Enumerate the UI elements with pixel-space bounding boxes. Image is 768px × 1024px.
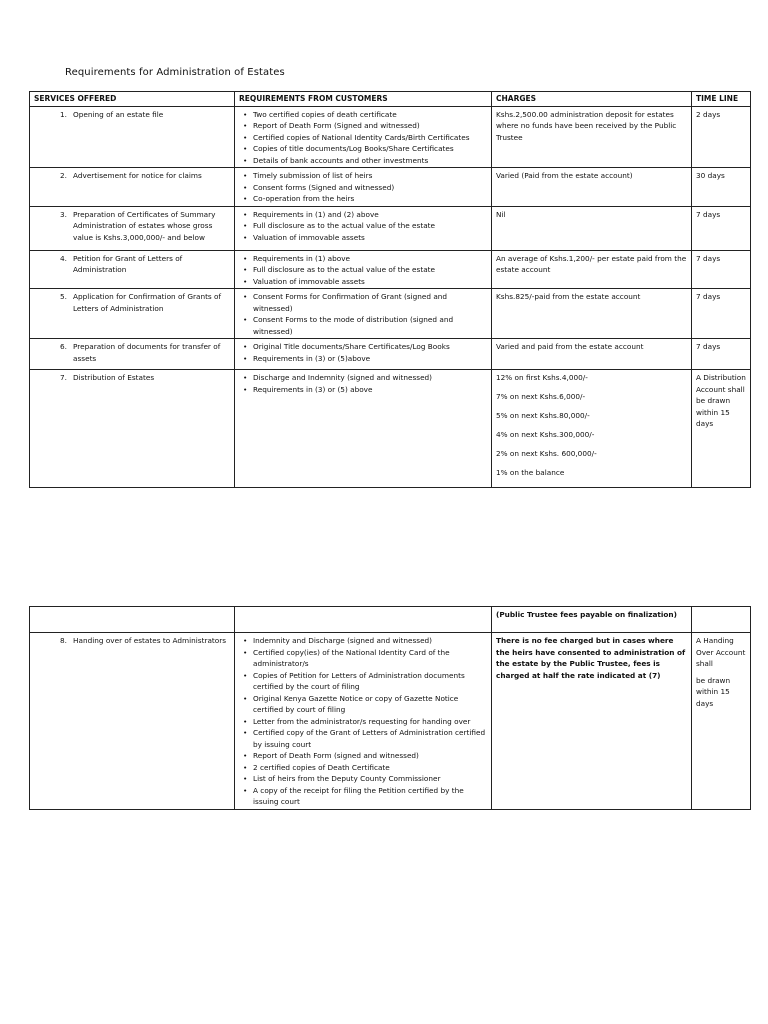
requirement-item: • Original Title documents/Share Certificates/Log Books	[253, 341, 487, 353]
requirements-cell	[235, 250, 492, 289]
header-requirements: REQUIREMENTS FROM CUSTOMERS	[235, 92, 492, 107]
timeline-cell	[692, 633, 751, 810]
charges-cell: There is no fee charged but in cases where the heirs have consented to administration of the estate by the Public Trustee, fees is charged at half the rate indicated at (7)	[492, 633, 692, 810]
handover-table	[29, 606, 751, 810]
header-charges: CHARGES	[492, 92, 692, 107]
service-number: 7.	[60, 373, 67, 382]
charge-rate: 2% on next Kshs. 600,000/-	[496, 449, 597, 458]
requirement-item: • A copy of the receipt for filing the Petition certified by the issuing court	[253, 785, 487, 808]
timeline-cell: 7 days	[692, 289, 751, 339]
service-name: Preparation of documents for transfer of assets	[73, 342, 221, 363]
requirement-item: • Certified copies of National Identity Cards/Birth Certificates	[253, 132, 487, 144]
charges-cell: An average of Kshs.1,200/- per estate paid from the estate account	[492, 250, 692, 289]
service-name: Distribution of Estates	[73, 373, 155, 382]
requirement-item: • Requirements in (1) and (2) above	[253, 209, 487, 221]
service-cell	[30, 289, 235, 339]
requirement-item: • Report of Death Form (signed and witnessed)	[253, 750, 487, 762]
services-table	[29, 91, 751, 488]
table-note-row	[30, 607, 751, 633]
service-name: Preparation of Certificates of Summary Administration of estates whose gross value is Kshs.3,000,000/- and below	[73, 209, 216, 242]
requirement-item: • Certified copy of the Grant of Letters of Administration certified by issuing court	[253, 727, 487, 750]
fees-note: (Public Trustee fees payable on finalization)	[492, 607, 692, 633]
service-name: Application for Confirmation of Grants of Letters of Administration	[73, 292, 222, 313]
table-row	[30, 633, 751, 810]
requirement-item: • Full disclosure as to the actual value of the estate	[253, 220, 487, 232]
requirement-item: • Consent forms (Signed and witnessed)	[253, 182, 487, 194]
table-row	[30, 106, 751, 168]
requirement-item: • List of heirs from the Deputy County Commissioner	[253, 773, 487, 785]
charges-cell: Kshs.2,500.00 administration deposit for estates where no funds have been received by the Public Trustee	[492, 106, 692, 168]
service-number: 1.	[60, 109, 67, 119]
charges-cell: Nil	[492, 206, 692, 250]
requirement-item: • Letter from the administrator/s requesting for handing over	[253, 716, 487, 728]
requirement-item: • Valuation of immovable assets	[253, 276, 487, 288]
charges-cell: Kshs.825/-paid from the estate account	[492, 289, 692, 339]
header-timeline: TIME LINE	[692, 92, 751, 107]
service-name: Petition for Grant of Letters of Administration	[73, 253, 183, 274]
requirement-item: • 2 certified copies of Death Certificate	[253, 762, 487, 774]
service-cell	[30, 206, 235, 250]
requirement-item: • Co-operation from the heirs	[253, 193, 487, 205]
requirement-item: • Two certified copies of death certificate	[253, 109, 487, 121]
service-number: 2.	[60, 171, 67, 180]
requirement-item: • Consent Forms for Confirmation of Grant (signed and witnessed)	[253, 291, 487, 314]
requirements-cell	[235, 633, 492, 810]
table-row	[30, 168, 751, 207]
requirements-cell	[235, 339, 492, 370]
requirement-item: • Requirements in (1) above	[253, 253, 487, 265]
empty-cell	[692, 607, 751, 633]
charges-cell: Varied (Paid from the estate account)	[492, 168, 692, 207]
timeline-text-2: be drawn within 15 days	[696, 675, 731, 708]
requirement-item: • Details of bank accounts and other investments	[253, 155, 487, 167]
requirement-item: • Valuation of immovable assets	[253, 232, 487, 244]
service-name: Opening of an estate file	[73, 109, 164, 119]
charge-rate: 7% on next Kshs.6,000/-	[496, 392, 586, 401]
requirements-list	[239, 341, 487, 364]
timeline-text-1: A Handing Over Account shall	[696, 636, 746, 668]
table-row	[30, 206, 751, 250]
requirement-item: • Requirements in (3) or (5) above	[253, 384, 487, 396]
table-row	[30, 289, 751, 339]
service-number: 3.	[60, 209, 67, 219]
requirement-item: • Timely submission of list of heirs	[253, 170, 487, 182]
requirements-cell	[235, 168, 492, 207]
requirements-list	[239, 372, 487, 395]
timeline-cell: 7 days	[692, 250, 751, 289]
charges-cell: Varied and paid from the estate account	[492, 339, 692, 370]
requirements-cell	[235, 370, 492, 488]
service-cell	[30, 633, 235, 810]
table-header-row	[30, 92, 751, 107]
charge-rate: 5% on next Kshs.80,000/-	[496, 411, 590, 420]
requirement-item: • Report of Death Form (Signed and witnessed)	[253, 120, 487, 132]
requirements-list	[239, 635, 487, 808]
requirements-cell	[235, 106, 492, 168]
service-cell	[30, 168, 235, 207]
requirement-item: • Discharge and Indemnity (signed and witnessed)	[253, 372, 487, 384]
charge-rate: 12% on first Kshs.4,000/-	[496, 373, 588, 382]
document-title: Requirements for Administration of Estates	[65, 67, 285, 78]
requirement-item: • Certified copy(ies) of the National Identity Card of the administrator/s	[253, 647, 487, 670]
requirements-list	[239, 209, 487, 244]
table-row	[30, 250, 751, 289]
service-number: 5.	[60, 292, 67, 301]
header-services: SERVICES OFFERED	[30, 92, 235, 107]
charges-cell	[492, 370, 692, 488]
timeline-cell: A Distribution Account shall be drawn within 15 days	[692, 370, 751, 488]
service-number: 8.	[60, 636, 67, 645]
empty-cell	[30, 607, 235, 633]
service-name: Handing over of estates to Administrators	[73, 636, 227, 645]
timeline-cell: 2 days	[692, 106, 751, 168]
requirement-item: • Indemnity and Discharge (signed and witnessed)	[253, 635, 487, 647]
timeline-cell: 7 days	[692, 339, 751, 370]
service-cell	[30, 250, 235, 289]
service-cell	[30, 370, 235, 488]
charge-rate: 1% on the balance	[496, 468, 565, 477]
service-cell	[30, 339, 235, 370]
requirement-item: • Consent Forms to the mode of distribution (signed and witnessed)	[253, 314, 487, 337]
empty-cell	[235, 607, 492, 633]
timeline-cell: 7 days	[692, 206, 751, 250]
requirement-item: • Full disclosure as to the actual value of the estate	[253, 264, 487, 276]
table-row	[30, 339, 751, 370]
requirements-list	[239, 291, 487, 337]
timeline-cell: 30 days	[692, 168, 751, 207]
requirement-item: • Copies of Petition for Letters of Administration documents certified by the court of filing	[253, 670, 487, 693]
requirements-cell	[235, 289, 492, 339]
charge-rate: 4% on next Kshs.300,000/-	[496, 430, 595, 439]
requirement-item: • Original Kenya Gazette Notice or copy of Gazette Notice certified by court of filing	[253, 693, 487, 716]
requirement-item: • Copies of title documents/Log Books/Share Certificates	[253, 143, 487, 155]
service-name: Advertisement for notice for claims	[73, 171, 202, 180]
requirements-list	[239, 170, 487, 205]
requirement-item: • Requirements in (3) or (5)above	[253, 353, 487, 365]
requirements-cell	[235, 206, 492, 250]
service-number: 6.	[60, 342, 67, 351]
table-row	[30, 370, 751, 488]
service-cell	[30, 106, 235, 168]
requirements-list	[239, 253, 487, 288]
requirements-list	[239, 109, 487, 167]
service-number: 4.	[60, 253, 67, 263]
